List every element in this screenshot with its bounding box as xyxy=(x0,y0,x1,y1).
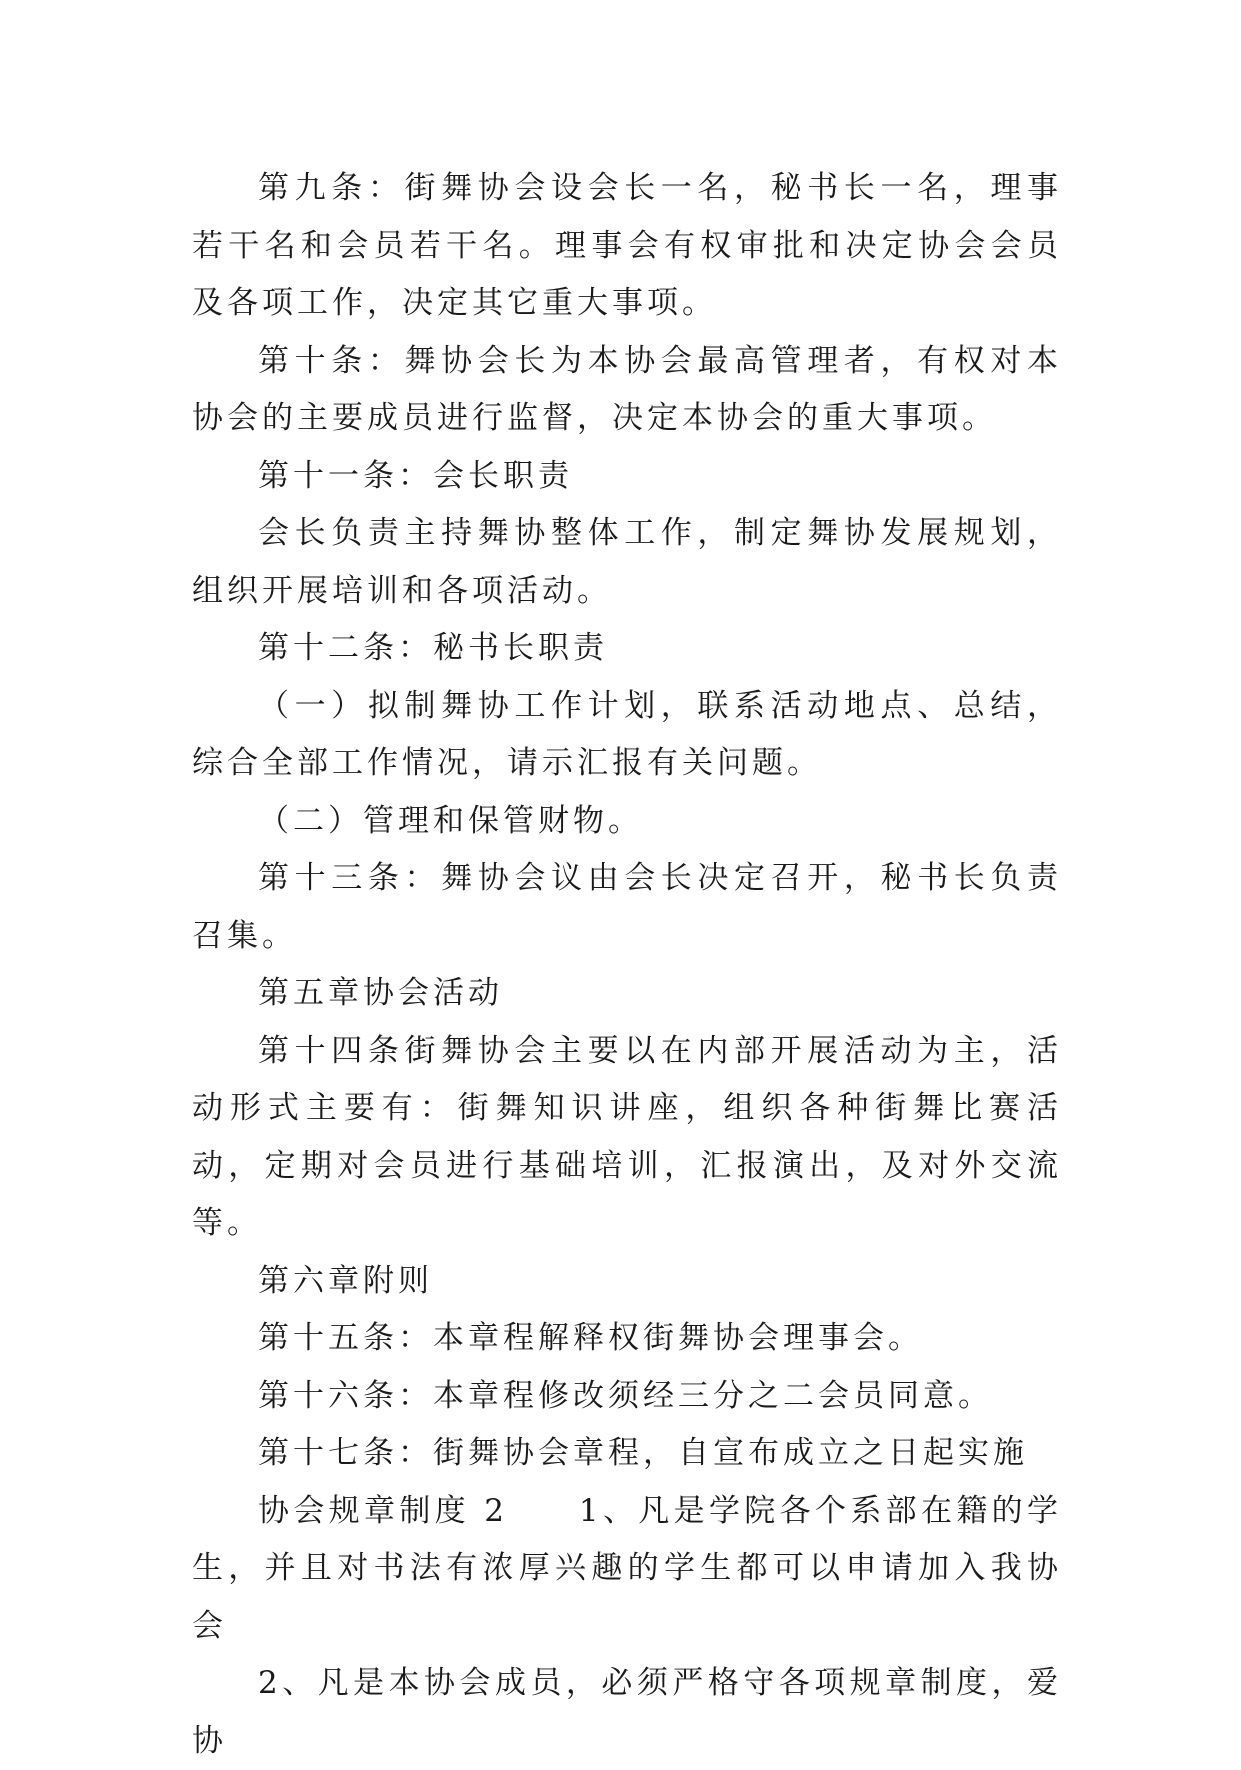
secretary-duty-1-paragraph: （一）拟制舞协工作计划，联系活动地点、总结，综合全部工作情况，请示汇报有关问题。 xyxy=(192,687,1062,781)
article-14-paragraph: 第十四条街舞协会主要以在内部开展活动为主，活动形式主要有：街舞知识讲座，组织各种街舞比赛活动，定期对会员进行基础培训，汇报演出，及对外交流等。 xyxy=(192,1032,1062,1241)
article-16-paragraph: 第十六条：本章程修改须经三分之二会员同意。 xyxy=(258,1377,993,1414)
document-body xyxy=(192,160,1062,1770)
article-15-paragraph: 第十五条：本章程解释权街舞协会理事会。 xyxy=(258,1320,923,1356)
article-17-paragraph: 第十七条：街舞协会章程，自宣布成立之日起实施 xyxy=(258,1435,1028,1471)
rules-2-item-2-paragraph: 2、凡是本协会成员，必须严格守各项规章制度，爱协 xyxy=(192,1665,1062,1759)
secretary-duty-2-paragraph: （二）管理和保管财物。 xyxy=(258,802,643,839)
chapter-5-heading: 第五章协会活动 xyxy=(258,975,503,1011)
article-13-paragraph: 第十三条：舞协会议由会长决定召开，秘书长负责召集。 xyxy=(192,860,1062,954)
article-11-heading: 第十一条：会长职责 xyxy=(258,457,573,494)
rules-2-item-1-paragraph: 协会规章制度 2 1、凡是学院各个系部在籍的学生，并且对书法有浓厚兴趣的学生都可以申请加入我协会 xyxy=(192,1492,1062,1644)
president-duties-paragraph: 会长负责主持舞协整体工作，制定舞协发展规划，组织开展培训和各项活动。 xyxy=(192,515,1062,609)
article-9-paragraph: 第九条：街舞协会设会长一名，秘书长一名，理事若干名和会员若干名。理事会有权审批和决定协会会员及各项工作，决定其它重大事项。 xyxy=(192,170,1062,321)
chapter-6-heading: 第六章附则 xyxy=(258,1262,433,1299)
article-10-paragraph: 第十条：舞协会长为本协会最高管理者，有权对本协会的主要成员进行监督，决定本协会的重大事项。 xyxy=(192,342,1062,436)
article-12-heading: 第十二条：秘书长职责 xyxy=(258,630,608,666)
